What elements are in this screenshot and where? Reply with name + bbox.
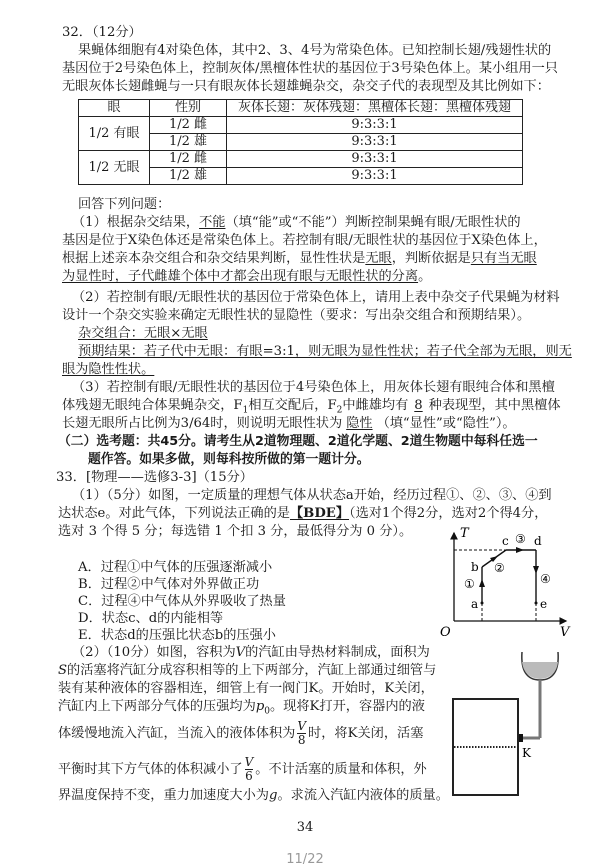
arrow-icon (516, 547, 524, 553)
q32-intro-2: 基因位于2号染色体上，控制灰体/黑檀体性状的基因位于3号染色体上。某小组用一只 (62, 61, 558, 76)
option-e: E．状态d的压强比状态b的压强小 (78, 628, 276, 643)
eye-group-cell: 1/2 无眼 (79, 151, 150, 185)
tv-graph (420, 525, 580, 640)
text: 体残翅无眼纯合体果蝇杂交，F (62, 398, 243, 413)
ratio-cell: 9:3:3:1 (227, 117, 523, 134)
point-a-label: a (471, 597, 479, 611)
header-sex: 性别 (150, 100, 227, 117)
q32-part1-line3 (62, 251, 537, 267)
answer-blank: 【BDE】 (290, 506, 350, 521)
numerator: V (297, 719, 307, 733)
text: 的汽缸由导热材料制成，面积为 (245, 645, 430, 660)
text: （1）根据杂交结果， (72, 215, 200, 230)
text: 。不计活塞的质量和体积，外 (255, 762, 427, 777)
section2-line1: （二）选考题：共45分。请考生从2道物理题、2道化学题、2道生物题中每科任选一 (58, 434, 538, 449)
q33-part2-line7 (58, 788, 449, 804)
text: 。 (418, 269, 432, 284)
q33-part1-line2 (58, 506, 547, 522)
sex-cell: 1/2 雌 (150, 117, 227, 134)
text: 达状态e。对此气体，下列说法正确的是 (58, 506, 290, 521)
fraction-v-over-8 (297, 720, 306, 747)
text: （选对1个得2分，选对2个得4分， (349, 506, 548, 521)
answer-blank: 8 (414, 398, 423, 413)
option-b: B．过程②中气体对外界做正功 (78, 577, 260, 592)
point-b-label: b (471, 560, 479, 574)
text: 。求流入汽缸内液体的质量。 (277, 788, 449, 803)
sex-cell: 1/2 雄 (150, 168, 227, 185)
point-c-label: c (502, 534, 509, 548)
q32-part2-line2: 设计一个杂交实验来确定无眼性状的显隐性（要求：写出杂交组合和预期结果）。 (62, 308, 531, 323)
q32-part3-line3 (62, 416, 516, 432)
numerator: V (244, 755, 254, 769)
text: 界温度保持不变，重力加速度大小为 (58, 788, 269, 803)
text: （填“能”或“不能”）判断控制果蝇有眼/无眼性状的 (225, 215, 521, 230)
option-a: A．过程①中气体的压强逐渐减小 (78, 560, 273, 575)
header-eye: 眼 (79, 100, 150, 117)
header-phenotype-ratio: 灰体长翅：灰体残翅：黑檀体长翅：黑檀体残翅 (227, 100, 523, 117)
subscript: 0 (264, 706, 270, 717)
q33-part2-line3: 装有某种液体的容器相连，细管上有一阀门K。开始时，K关闭， (58, 681, 434, 696)
table-header-row (79, 100, 523, 117)
q32-part3-line1: （3）若控制有眼/无眼性状的基因位于4号染色体上，用灰体长翅有眼纯合体和黑檀 (72, 380, 555, 395)
answer-blank: 为显性时，子代雌雄个体中才都会出现有眼与无眼性状的分离 (62, 269, 419, 284)
v-axis-label: V (560, 625, 570, 640)
answer-blank: 无眼 (365, 251, 392, 266)
sex-cell: 1/2 雌 (150, 151, 227, 168)
cylinder-apparatus (440, 640, 590, 800)
liquid-icon (522, 662, 558, 679)
answer-blank: 不能 (199, 215, 226, 230)
q32-part2-answer2-cont: 眼为隐性性状。 (62, 362, 155, 377)
option-c: C．过程④中气体从外界吸收了热量 (78, 594, 286, 609)
origin-label: O (440, 625, 451, 640)
q33-part1-line1: （1）（5分）如图，一定质量的理想气体从状态a开始，经历过程①、②、③、④到 (72, 488, 552, 503)
q33-part1-line3: 选对 3 个得 5 分；每选错 1 个扣 3 分，最低得分为 0 分）。 (58, 524, 413, 539)
q33-part2-line6 (58, 755, 427, 785)
ratio-cell: 9:3:3:1 (227, 168, 523, 185)
denominator: 6 (245, 769, 253, 783)
valve-label: K (522, 746, 531, 760)
text: 长翅无眼所占比例为3/64时，则说明无眼性状为 (62, 416, 343, 431)
text: 的活塞将汽缸分成容积相等的上下两部分，汽缸上部通过细管与 (67, 663, 437, 678)
q32-prompt: 回答下列问题： (78, 197, 171, 212)
subscript: 1 (242, 405, 249, 416)
point-a (481, 602, 484, 605)
q32-part1-line1 (72, 215, 521, 231)
page-number: 34 (296, 820, 314, 835)
text: 种表现型，其中黑檀体 (428, 398, 561, 413)
q32-part2-line1: （2）若控制有眼/无眼性状的基因位于常染色体上，请用上表中杂交子代果蝇为材料 (72, 290, 560, 305)
viewer-page-indicator: 11/22 (286, 852, 324, 867)
process-1-label: ① (464, 577, 475, 591)
text: ，判断依据是 (391, 251, 471, 266)
answer-blank: 只有当无眼 (470, 251, 537, 266)
text: 根据上述亲本杂交组合和杂交结果判断，显性性状是 (62, 251, 366, 266)
q32-part1-line2: 基因是位于X染色体还是常染色体上。若控制有眼/无眼性状的基因位于X染色体上， (62, 233, 547, 248)
q33-part2-line1 (72, 645, 430, 661)
text: 汽缸内上下两部分气体的压强均为 (58, 699, 256, 714)
process-3-label: ③ (515, 532, 526, 546)
ratio-cell: 9:3:3:1 (227, 134, 523, 151)
text: 。现将K打开，容器内的液 (270, 699, 425, 714)
point-e (535, 602, 538, 605)
math-symbol: g (269, 788, 278, 803)
q32-intro-3: 无眼灰体长翅雌蝇与一只有眼灰体长翅雄蝇杂交，杂交子代的表现型及其比例如下： (62, 79, 550, 94)
option-d: D．状态c、d的内能相等 (78, 611, 224, 626)
q33-heading: 33．[物理——选修3-3]（15分） (56, 470, 253, 485)
q32-part2-answer2: 预期结果：若子代中无眼：有眼=3:1，则无眼为显性性状；若子代全部为无眼，则无 (78, 344, 572, 359)
text: （填“显性”或“隐性”）。 (376, 416, 516, 431)
arrow-icon (479, 579, 485, 587)
denominator: 8 (297, 733, 306, 747)
text: （2）（10分）如图，容积为 (72, 645, 236, 660)
arrow-icon (533, 566, 539, 574)
section2-line2: 题作答。如果多做，则每科按所做的第一题计分。 (88, 452, 370, 467)
q32-part1-line4 (62, 269, 431, 285)
q33-part2-line5 (58, 719, 423, 749)
q33-part2-line4 (58, 699, 425, 720)
q33-part2-line2 (58, 663, 436, 679)
math-symbol: p (255, 699, 265, 714)
point-d-label: d (534, 534, 542, 548)
table-row (79, 117, 523, 134)
t-axis-label: T (460, 526, 469, 541)
subscript: 2 (336, 405, 343, 416)
point-e-label: e (540, 597, 548, 611)
results-table (78, 99, 523, 185)
eye-group-cell: 1/2 有眼 (79, 117, 150, 151)
math-symbol: S (58, 663, 68, 678)
table-row (79, 151, 523, 168)
q32-part2-answer1: 杂交组合：无眼×无眼 (78, 326, 208, 341)
math-symbol: V (235, 645, 246, 660)
text: 中雌雄均有 (342, 398, 409, 413)
text: 平衡时其下方气体的体积减小了 (58, 762, 243, 777)
answer-blank: 隐性 (346, 416, 373, 431)
ratio-cell: 9:3:3:1 (227, 151, 523, 168)
q32-heading: 32．（12分） (62, 25, 142, 40)
q32-intro-1: 果蝇体细胞有4对染色体，其中2、3、4号为常染色体。已知控制长翅/残翅性状的 (78, 43, 552, 58)
text: 相互交配后，F (248, 398, 337, 413)
process-4-label: ④ (540, 572, 551, 586)
sex-cell: 1/2 雄 (150, 134, 227, 151)
text: 体缓慢地流入汽缸，当流入的液体体积为 (58, 726, 296, 741)
process-2-label: ② (494, 561, 505, 575)
text: 时，将K关闭，活塞 (308, 726, 424, 741)
fraction-v-over-6 (245, 756, 254, 783)
